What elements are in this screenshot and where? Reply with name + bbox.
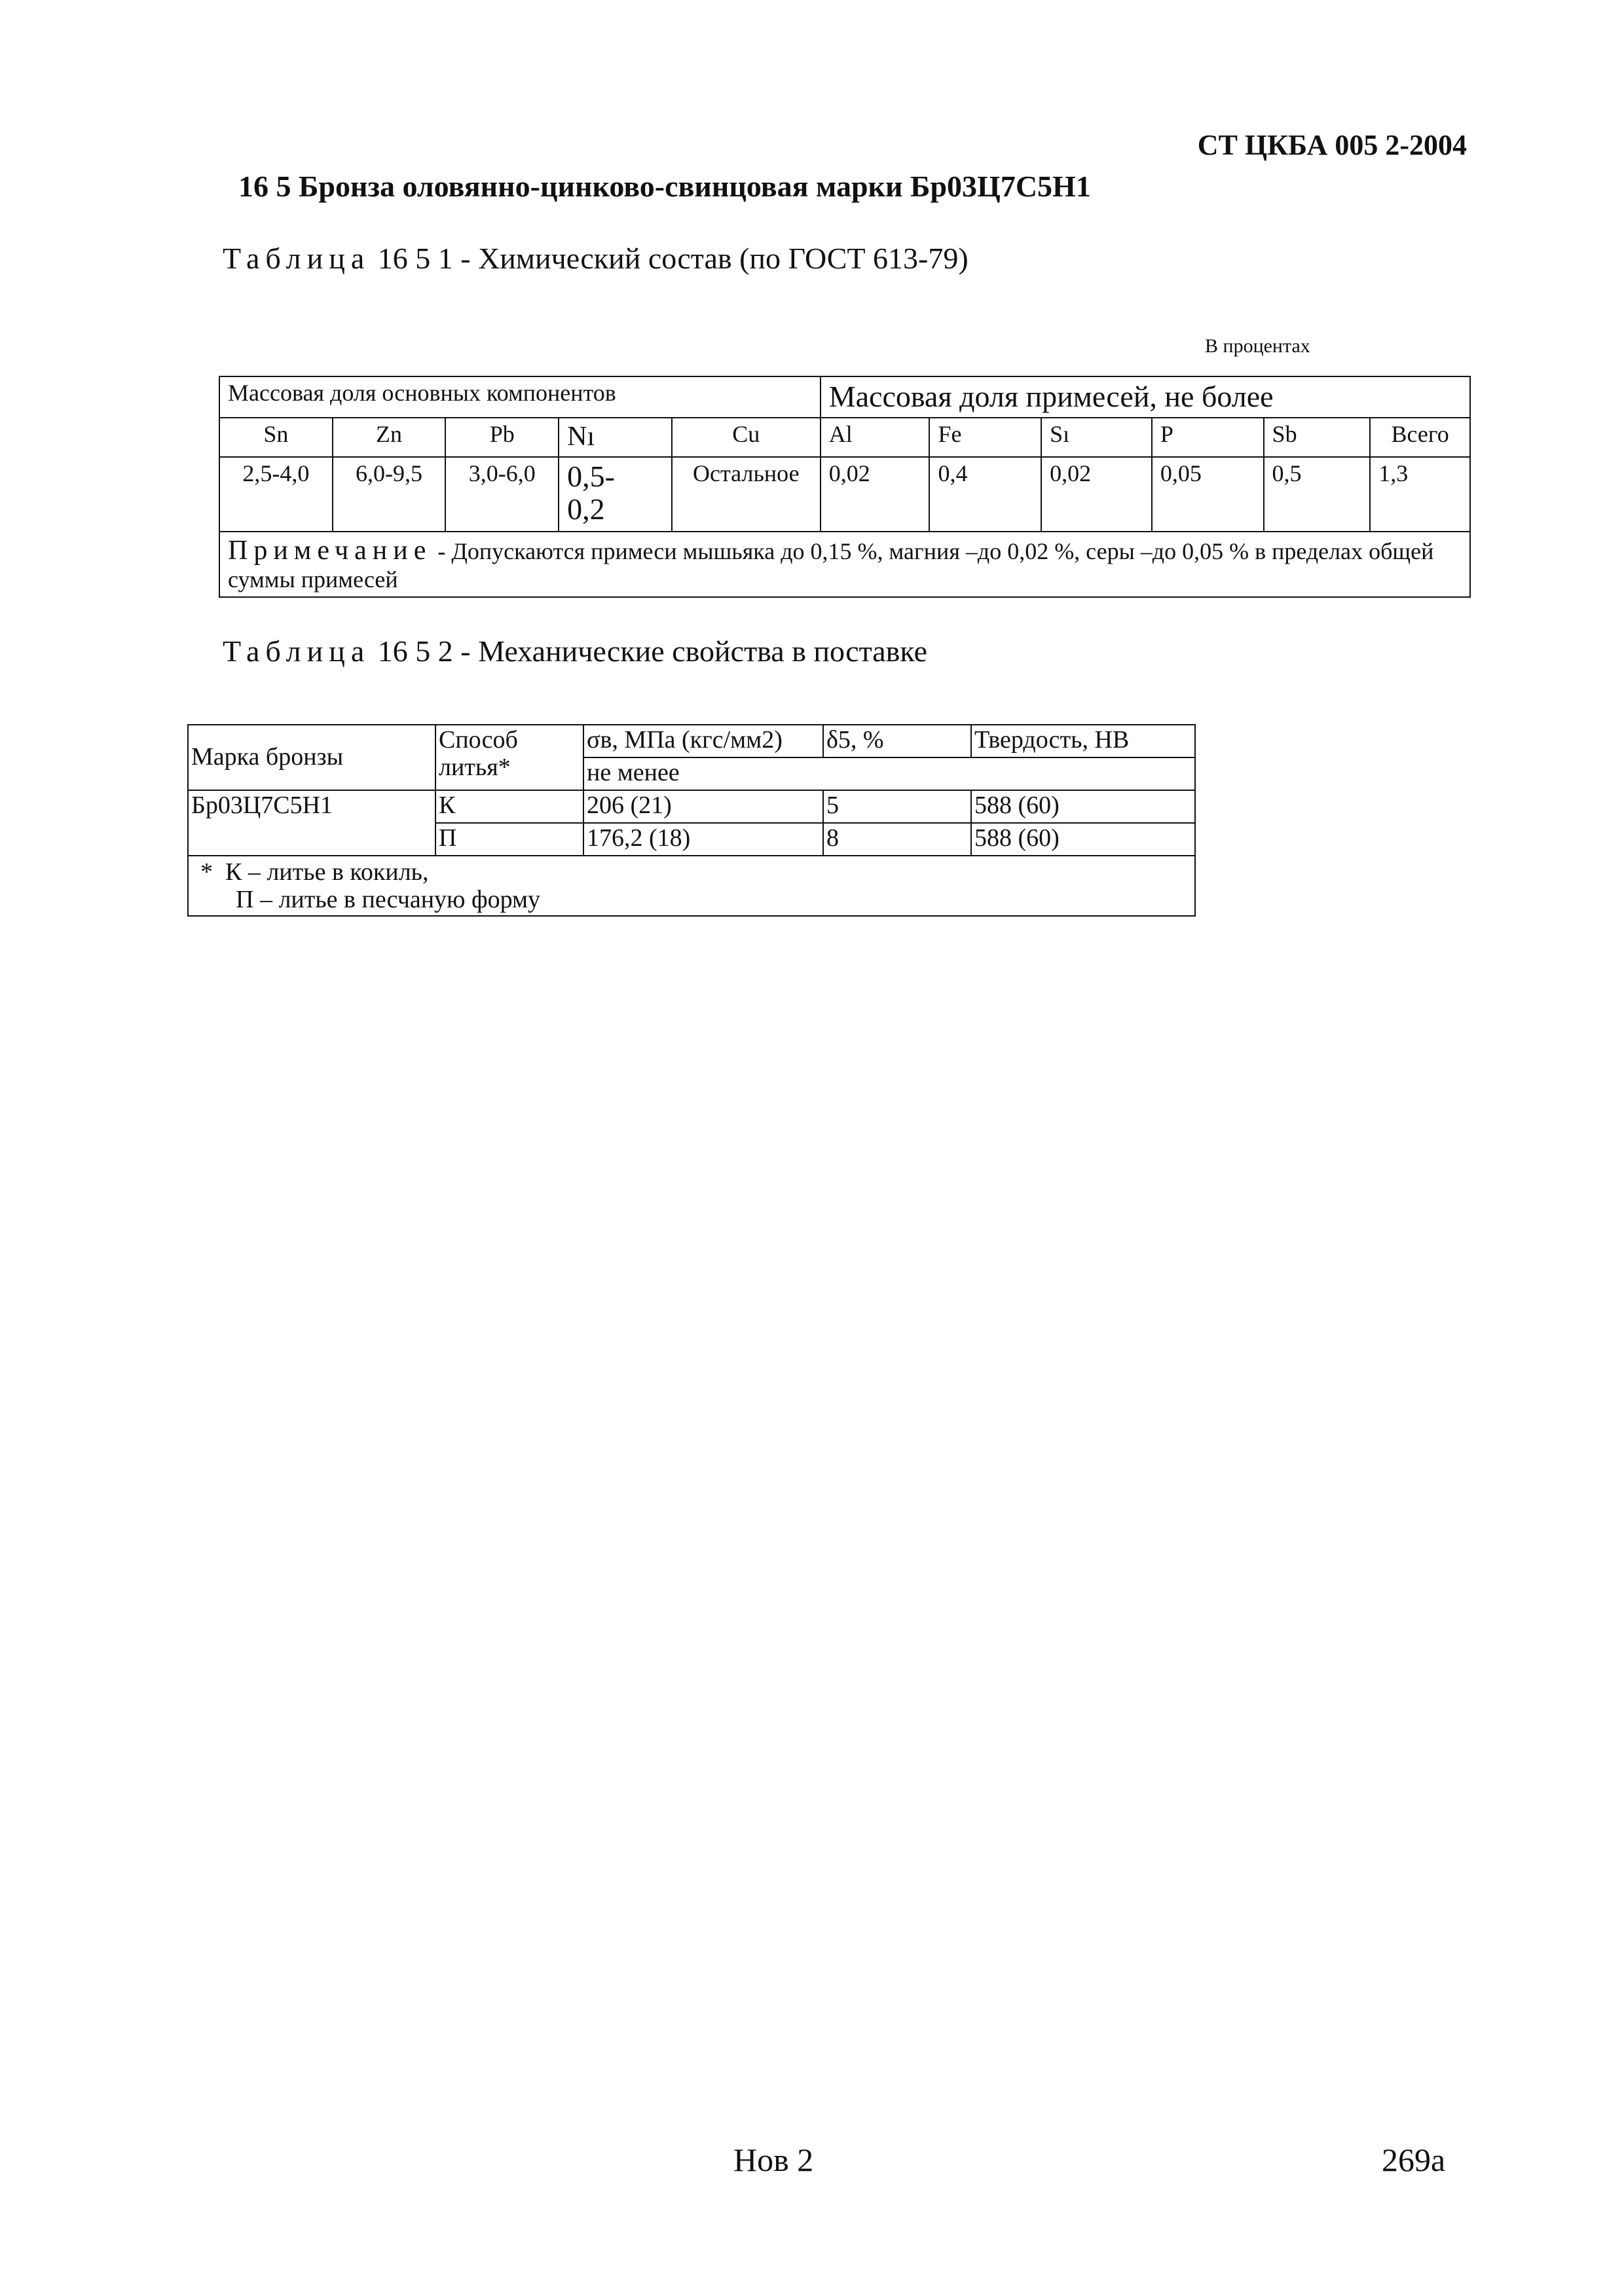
section-heading: 16 5 Бронза оловянно-цинково-свинцовая марки Бр03Ц7С5Н1 xyxy=(238,170,1091,203)
chemical-composition-table xyxy=(219,376,1471,598)
standard-code: СТ ЦКБА 005 2-2004 xyxy=(1197,129,1467,161)
footer-page: Нов 2 xyxy=(733,2141,814,2178)
col-header-pb: Pb xyxy=(445,418,559,457)
table2-caption-text: - Механические свойства в поставке xyxy=(460,634,928,668)
value-pb: 3,0-6,0 xyxy=(445,457,559,532)
cell-grade: Бр03Ц7С5Н1 xyxy=(188,790,435,856)
table2-footnote xyxy=(188,856,1195,916)
cell-hardness: 588 (60) xyxy=(971,790,1195,823)
table1-caption-label: Таблица xyxy=(223,242,371,275)
col-header-sb: Sb xyxy=(1264,418,1371,457)
value-fe: 0,4 xyxy=(929,457,1041,532)
col-header-zn: Zn xyxy=(333,418,446,457)
value-si: 0,02 xyxy=(1041,457,1152,532)
table1-units: В процентах xyxy=(1205,335,1310,357)
col-header-cu: Cu xyxy=(672,418,821,457)
table2-caption-label: Таблица xyxy=(223,634,371,668)
col-header-p: P xyxy=(1152,418,1264,457)
note-label: Примечание xyxy=(228,535,432,566)
table1-caption-text: - Химический состав (по ГОСТ 613-79) xyxy=(460,242,969,275)
value-sn: 2,5-4,0 xyxy=(219,457,333,532)
header-elongation: δ5, % xyxy=(823,725,971,757)
group-header-main: Массовая доля основных компонентов xyxy=(219,376,821,418)
col-header-sn: Sn xyxy=(219,418,333,457)
col-header-fe: Fe xyxy=(929,418,1041,457)
value-total: 1,3 xyxy=(1370,457,1470,532)
cell-hardness: 588 (60) xyxy=(971,823,1195,856)
cell-casting: П xyxy=(435,823,583,856)
value-al: 0,02 xyxy=(821,457,930,532)
note-text: - Допускаются примеси мышьяка до 0,15 %, магния –до 0,02 %, серы –до 0,05 % в пределах общей суммы примесей xyxy=(228,538,1434,593)
cell-casting: К xyxy=(435,790,583,823)
header-casting-method: Способ литья* xyxy=(435,725,583,790)
footnote-line-1: * К – литье в кокиль, xyxy=(200,858,429,886)
value-zn: 6,0-9,5 xyxy=(333,457,446,532)
table1-caption-number: 16 5 1 xyxy=(377,242,453,275)
header-grade: Марка бронзы xyxy=(188,725,435,790)
footnote-line-2: П – литье в песчаную форму xyxy=(236,885,541,913)
cell-elongation: 8 xyxy=(823,823,971,856)
value-p: 0,05 xyxy=(1152,457,1264,532)
table2-caption xyxy=(223,634,927,668)
footer-sheet-number: 269а xyxy=(1382,2141,1446,2178)
cell-tensile-strength: 176,2 (18) xyxy=(583,823,823,856)
value-cu: Остальное xyxy=(672,457,821,532)
col-header-si: Sı xyxy=(1041,418,1152,457)
value-sb: 0,5 xyxy=(1264,457,1371,532)
group-header-impurities: Массовая доля примесей, не более xyxy=(821,376,1470,418)
header-not-less: не менее xyxy=(583,757,1195,790)
table1-note xyxy=(219,532,1470,597)
table1-caption xyxy=(223,241,969,276)
header-tensile-strength: σв, МПа (кгс/мм2) xyxy=(583,725,823,757)
header-hardness: Твердость, НВ xyxy=(971,725,1195,757)
col-header-al: Al xyxy=(821,418,930,457)
col-header-ni: Nı xyxy=(559,418,672,457)
cell-tensile-strength: 206 (21) xyxy=(583,790,823,823)
cell-elongation: 5 xyxy=(823,790,971,823)
table2-caption-number: 16 5 2 xyxy=(377,634,453,668)
mechanical-properties-table xyxy=(187,724,1196,917)
value-ni: 0,5- 0,2 xyxy=(559,457,672,532)
col-header-total: Всего xyxy=(1370,418,1470,457)
